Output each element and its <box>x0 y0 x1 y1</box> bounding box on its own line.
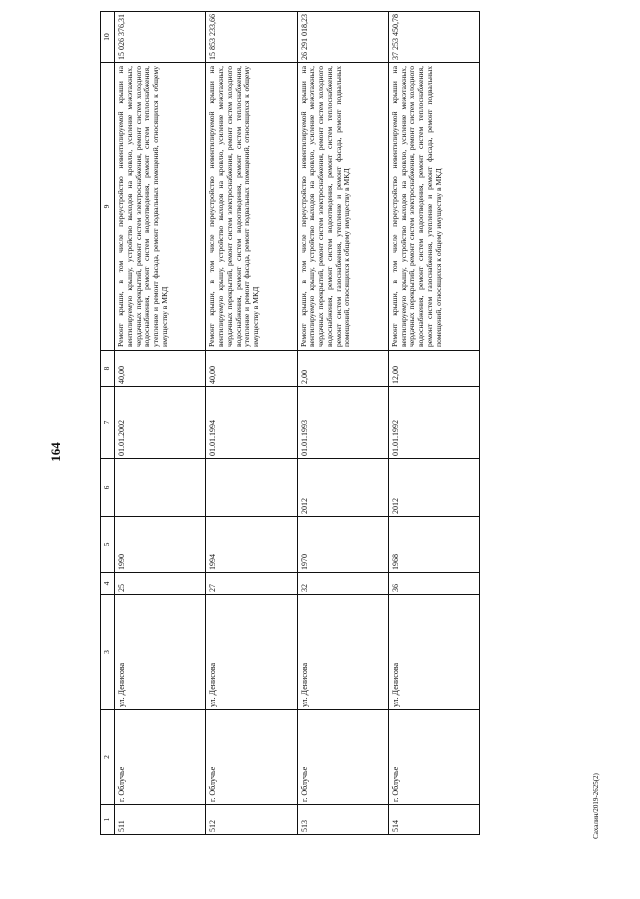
table-row <box>206 12 297 835</box>
col-header-5: 5 <box>101 517 115 573</box>
street-cell: ул. Денисова <box>206 595 297 710</box>
col-header-6: 6 <box>101 459 115 517</box>
wear-cell: 40,00 <box>206 351 297 387</box>
city-cell: г. Облучье <box>206 710 297 805</box>
page-number: 164 <box>48 442 63 462</box>
table-row <box>297 12 388 835</box>
col6-cell: 2012 <box>388 459 479 517</box>
header-row <box>101 12 115 835</box>
city-cell: г. Облучье <box>297 710 388 805</box>
registry-table <box>100 11 480 835</box>
wear-cell: 40,00 <box>115 351 206 387</box>
col-header-1: 1 <box>101 805 115 835</box>
row-number: 511 <box>115 805 206 835</box>
col-header-4: 4 <box>101 573 115 595</box>
cost-cell: 37 253 450,78 <box>388 12 479 63</box>
row-number: 514 <box>388 805 479 835</box>
year-built-cell: 1968 <box>388 517 479 573</box>
cost-cell: 15 853 233,66 <box>206 12 297 63</box>
date-cell: 01.01.2002 <box>115 387 206 459</box>
year-built-cell: 1970 <box>297 517 388 573</box>
city-cell: г. Облучье <box>388 710 479 805</box>
document-footer-note: Сахалин/2019-2625(2) <box>592 773 600 839</box>
col-header-3: 3 <box>101 595 115 710</box>
works-cell: Ремонт крыши, в том числе переустройство невентилируемой крыши на вентилируемую крышу, устройство выходов на кровлю, усиление межэтажных, чердачных перекрытий, ремонт систем электроснабжения, ремонт систем холодного водоснабжения, ремонт систем водоотведения, ремонт систем теплоснабжения, ремонт систем газоснабжения, утепление и ремонт фасада, ремонт подвальных помещений, относящихся к общему имуществу в МКД <box>388 63 479 351</box>
col6-cell <box>206 459 297 517</box>
row-number: 513 <box>297 805 388 835</box>
col-header-2: 2 <box>101 710 115 805</box>
col6-cell: 2012 <box>297 459 388 517</box>
house-cell: 27 <box>206 573 297 595</box>
street-cell: ул. Денисова <box>388 595 479 710</box>
year-built-cell: 1994 <box>206 517 297 573</box>
table-row <box>388 12 479 835</box>
wear-cell: 12,00 <box>388 351 479 387</box>
city-cell: г. Облучье <box>115 710 206 805</box>
table-row <box>115 12 206 835</box>
date-cell: 01.01.1994 <box>206 387 297 459</box>
house-cell: 36 <box>388 573 479 595</box>
works-cell: Ремонт крыши, в том числе переустройство невентилируемой крыши на вентилируемую крышу, устройство выходов на кровлю, усиление межэтажных, чердачных перекрытий, ремонт систем электроснабжения, ремонт систем холодного водоснабжения, ремонт систем водоотведения, ремонт систем теплоснабжения, утепление и ремонт фасада, ремонт подвальных помещений, относящихся к общему имуществу в МКД <box>115 63 206 351</box>
col-header-8: 8 <box>101 351 115 387</box>
date-cell: 01.01.1993 <box>297 387 388 459</box>
wear-cell: 2,00 <box>297 351 388 387</box>
col-header-7: 7 <box>101 387 115 459</box>
row-number: 512 <box>206 805 297 835</box>
works-cell: Ремонт крыши, в том числе переустройство невентилируемой крыши на вентилируемую крышу, устройство выходов на кровлю, усиление межэтажных, чердачных перекрытий, ремонт систем электроснабжения, ремонт систем холодного водоснабжения, ремонт систем водоотведения, ремонт систем теплоснабжения, утепление и ремонт фасада, ремонт подвальных помещений, относящихся к общему имуществу в МКД <box>206 63 297 351</box>
col-header-9: 9 <box>101 63 115 351</box>
registry-table-wrapper <box>100 12 480 835</box>
works-cell: Ремонт крыши, в том числе переустройство невентилируемой крыши на вентилируемую крышу, устройство выходов на кровлю, усиление межэтажных, чердачных перекрытий, ремонт систем электроснабжения, ремонт систем холодного водоснабжения, ремонт систем водоотведения, ремонт систем теплоснабжения, ремонт систем газоснабжения, утепление и ремонт фасада, ремонт подвальных помещений, относящихся к общему имуществу в МКД <box>297 63 388 351</box>
house-cell: 32 <box>297 573 388 595</box>
date-cell: 01.01.1992 <box>388 387 479 459</box>
col-header-10: 10 <box>101 12 115 63</box>
street-cell: ул. Денисова <box>297 595 388 710</box>
street-cell: ул. Денисова <box>115 595 206 710</box>
cost-cell: 26 291 018,23 <box>297 12 388 63</box>
house-cell: 25 <box>115 573 206 595</box>
year-built-cell: 1990 <box>115 517 206 573</box>
cost-cell: 15 026 376,31 <box>115 12 206 63</box>
col6-cell <box>115 459 206 517</box>
